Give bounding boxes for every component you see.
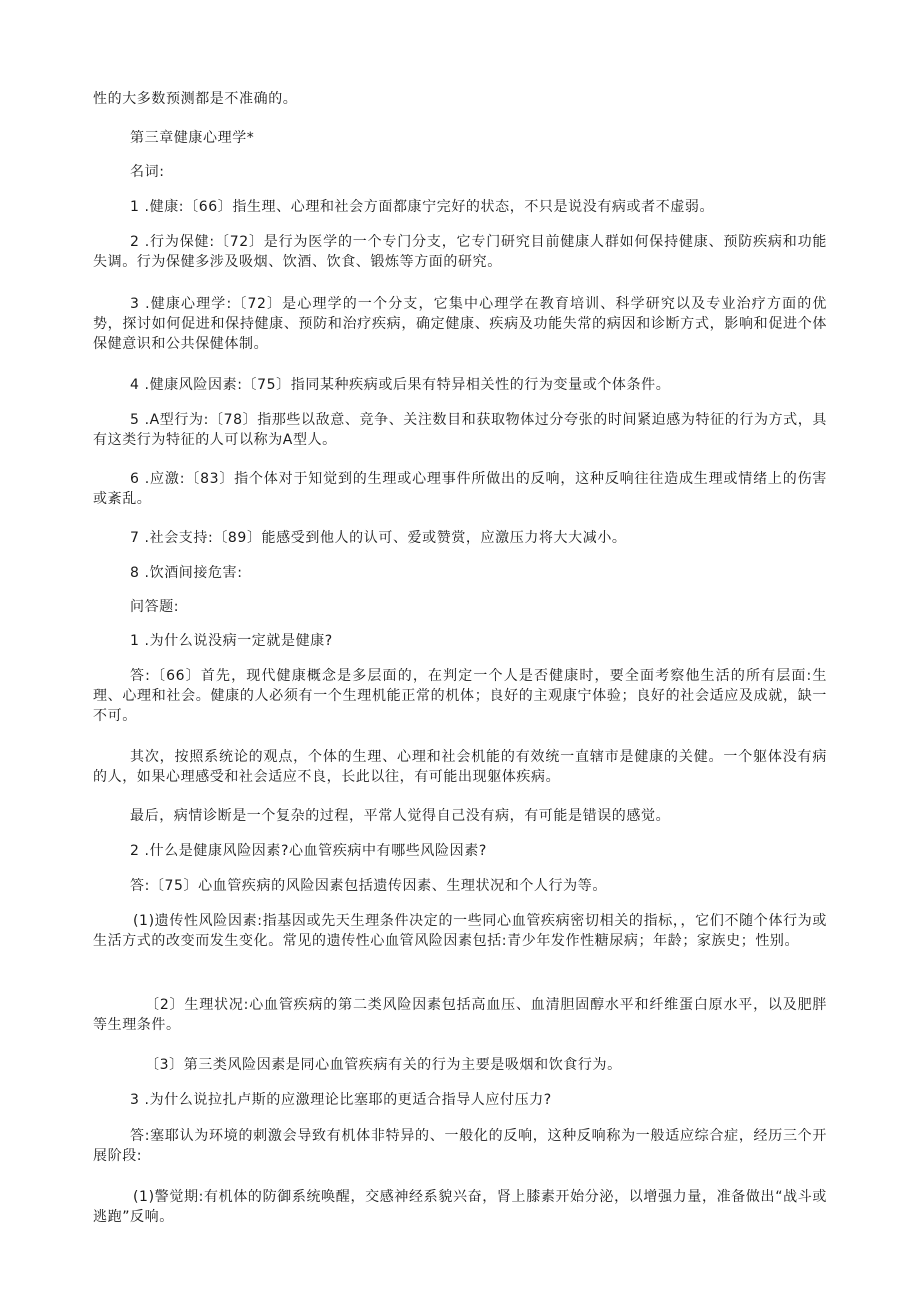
term-item: 3 .健康心理学:〔72〕是心理学的一个分支，它集中心理学在教育培训、科学研究以及专业治疗方面的优势，探讨如何促进和保持健康、预防和治疗疾病，确定健康、疾病及功能失常的病因和诊断方式，影响和促进个体保健意识和公共保健体制。	[93, 296, 827, 352]
answer-paragraph: 〔2〕生理状况:心血管疾病的第二类风险因素包括高血压、血清胆固醇水平和纤维蛋白原水平，以及肥胖等生理条件。	[93, 997, 827, 1033]
question: 3 .为什么说拉扎卢斯的应激理论比塞耶的更适合指导人应付压力?	[130, 1092, 552, 1108]
paragraph: 性的大多数预测都是不准确的。	[93, 91, 298, 107]
term-item: 1 .健康:〔66〕指生理、心理和社会方面都康宁完好的状态，不只是说没有病或者不虚弱。	[130, 199, 715, 215]
answer-paragraph: 答:〔66〕首先，现代健康概念是多层面的，在判定一个人是否健康时，要全面考察他生活的所有层面:生理、心理和社会。健康的人必须有一个生理机能正常的机体；良好的主观康宁体验；良好的社会适应及成就，缺一不可。	[93, 668, 827, 724]
answer-paragraph: 答:塞耶认为环境的刺激会导致有机体非特异的、一般化的反响，这种反响称为一般适应综合症，经历三个开展阶段:	[93, 1128, 827, 1164]
section-heading-terms: 名词:	[130, 164, 165, 180]
term-item: 4 .健康风险因素:〔75〕指同某种疾病或后果有特异相关性的行为变量或个体条件。	[130, 377, 671, 393]
section-heading-qa: 问答题:	[130, 599, 180, 615]
term-item: 6 .应激:〔83〕指个体对于知觉到的生理或心理事件所做出的反响，这种反响往往造成生理或情绪上的伤害或紊乱。	[93, 471, 827, 507]
term-item: 8 .饮酒间接危害:	[130, 565, 243, 581]
question: 1 .为什么说没病一定就是健康?	[130, 633, 333, 649]
answer-paragraph: 答:〔75〕心血管疾病的风险因素包括遗传因素、生理状况和个人行为等。	[130, 878, 607, 894]
term-item: 5 .A型行为:〔78〕指那些以敌意、竞争、关注数目和获取物体过分夸张的时间紧迫感为特征的行为方式，具有这类行为特征的人可以称为A型人。	[93, 412, 827, 448]
question: 2 .什么是健康风险因素?心血管疾病中有哪些风险因素?	[130, 843, 487, 859]
term-item: 2 .行为保健:〔72〕是行为医学的一个专门分支，它专门研究目前健康人群如何保持健康、预防疾病和功能失调。行为保健多涉及吸烟、饮酒、饮食、锻炼等方面的研究。	[93, 234, 827, 270]
term-item: 7 .社会支持:〔89〕能感受到他人的认可、爱或赞赏，应激压力将大大减小。	[130, 530, 627, 546]
answer-paragraph: 〔3〕第三类风险因素是同心血管疾病有关的行为主要是吸烟和饮食行为。	[145, 1057, 622, 1073]
chapter-title: 第三章健康心理学*	[130, 130, 255, 146]
answer-paragraph: 其次，按照系统论的观点，个体的生理、心理和社会机能的有效统一直辖市是健康的关健。一个躯体没有病的人，如果心理感受和社会适应不良，长此以往，有可能出现躯体疾病。	[93, 749, 827, 785]
answer-paragraph: 最后，病情诊断是一个复杂的过程，平常人觉得自己没有病，有可能是错误的感觉。	[130, 808, 671, 824]
answer-paragraph: (1)警觉期:有机体的防御系统唤醒，交感神经系貌兴奋，肾上膝素开始分泌，以增强力量，准备做出“战斗或逃跑”反响。	[93, 1189, 827, 1225]
answer-paragraph: (1)遗传性风险因素:指基因或先天生理条件决定的一些同心血管疾病密切相关的指标，，它们不随个体行为或生活方式的改变而发生变化。常见的遗传性心血管风险因素包括:青少年发作性糖尿病；年龄；家族史；性别。	[93, 913, 827, 949]
